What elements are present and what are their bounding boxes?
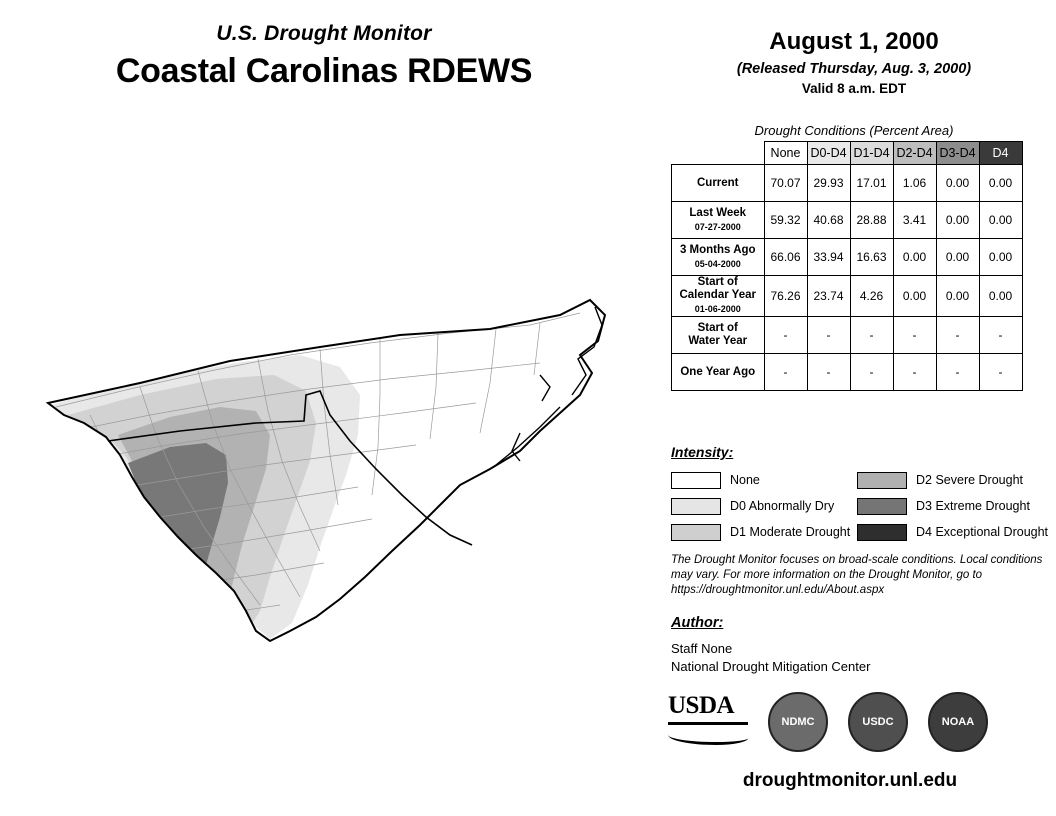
usdc-logo <box>848 692 908 752</box>
cell-oneyear-d3: - <box>936 354 979 391</box>
cell-lastweek-d3: 0.00 <box>936 202 979 239</box>
cell-current-d2: 1.06 <box>893 165 936 202</box>
cell-lastweek-none: 59.32 <box>764 202 807 239</box>
legend-swatch-d2 <box>857 472 907 489</box>
table-row <box>672 354 1023 391</box>
cell-calyear-d4: 0.00 <box>979 276 1022 317</box>
table-row <box>672 276 1023 317</box>
row-label-text-line1: Start of <box>697 276 738 288</box>
cell-oneyear-d0: - <box>807 354 850 391</box>
column-header-d2: D2-D4 <box>893 142 936 165</box>
table-caption: Drought Conditions (Percent Area) <box>754 123 954 138</box>
legend-swatch-d1 <box>671 524 721 541</box>
legend-label-d4: D4 Exceptional Drought <box>916 525 1049 539</box>
cell-calyear-d1: 4.26 <box>850 276 893 317</box>
author-org: National Drought Mitigation Center <box>671 659 871 674</box>
usda-logo-swoosh <box>668 728 748 745</box>
title-block <box>0 22 648 91</box>
cell-calyear-d2: 0.00 <box>893 276 936 317</box>
column-header-d0: D0-D4 <box>807 142 850 165</box>
legend-label-d2: D2 Severe Drought <box>916 473 1024 487</box>
row-label-3-months-ago <box>672 239 765 276</box>
valid-time: Valid 8 a.m. EDT <box>801 81 907 96</box>
cell-current-d3: 0.00 <box>936 165 979 202</box>
cell-3months-d2: 0.00 <box>893 239 936 276</box>
cell-current-none: 70.07 <box>764 165 807 202</box>
legend-item-d4 <box>857 520 1048 544</box>
row-label-text-line1: Start of <box>697 322 738 334</box>
table-row <box>672 317 1023 354</box>
cell-lastweek-d1: 28.88 <box>850 202 893 239</box>
map-base-fill <box>20 255 650 675</box>
table-header-row <box>672 142 1023 165</box>
row-label-one-year-ago <box>672 354 765 391</box>
cell-oneyear-d2: - <box>893 354 936 391</box>
author-title: Author: <box>671 615 724 631</box>
table-corner-cell <box>672 142 765 165</box>
disclaimer-text: The Drought Monitor focuses on broad-scale conditions. Local conditions may vary. For more information on the Drought Monitor, go to https://droughtmonitor.unl.edu/About.aspx <box>671 554 1043 596</box>
table-row <box>672 165 1023 202</box>
intensity-legend-title: Intensity: <box>671 444 734 460</box>
cell-lastweek-d0: 40.68 <box>807 202 850 239</box>
row-label-text: One Year Ago <box>680 365 756 378</box>
row-label-text-line2: Calendar Year <box>679 289 756 301</box>
cell-current-d1: 17.01 <box>850 165 893 202</box>
legend-column-left <box>671 468 850 546</box>
row-label-start-calendar-year <box>672 276 765 317</box>
row-label-last-week <box>672 202 765 239</box>
cell-wateryear-none: - <box>764 317 807 354</box>
noaa-logo-mark: NOAA <box>928 692 988 752</box>
cell-current-d0: 29.93 <box>807 165 850 202</box>
legend-item-d3 <box>857 494 1048 518</box>
legend-item-d1 <box>671 520 850 544</box>
release-date: (Released Thursday, Aug. 3, 2000) <box>736 61 972 77</box>
legend-label-d1: D1 Moderate Drought <box>730 525 851 539</box>
logo-row <box>660 692 1040 758</box>
row-label-text: Current <box>696 176 739 189</box>
page-subtitle: U.S. Drought Monitor <box>216 22 432 45</box>
usda-logo-bar <box>668 722 748 725</box>
cell-3months-d1: 16.63 <box>850 239 893 276</box>
cell-wateryear-d4: - <box>979 317 1022 354</box>
cell-calyear-none: 76.26 <box>764 276 807 317</box>
legend-swatch-d4 <box>857 524 907 541</box>
drought-conditions-table <box>671 141 1023 391</box>
legend-swatch-none <box>671 472 721 489</box>
legend-item-none <box>671 468 850 492</box>
column-header-d1: D1-D4 <box>850 142 893 165</box>
usda-logo <box>668 692 748 745</box>
cell-oneyear-d4: - <box>979 354 1022 391</box>
author-block <box>671 640 870 676</box>
row-label-start-water-year <box>672 317 765 354</box>
legend-label-d3: D3 Extreme Drought <box>916 499 1030 513</box>
row-label-text: Last Week <box>689 206 747 219</box>
ndmc-logo <box>768 692 828 752</box>
column-header-d3: D3-D4 <box>936 142 979 165</box>
row-label-text-line2: Water Year <box>688 335 748 347</box>
cell-calyear-d3: 0.00 <box>936 276 979 317</box>
cell-current-d4: 0.00 <box>979 165 1022 202</box>
legend-column-right <box>857 468 1048 546</box>
author-name: Staff None <box>671 641 733 656</box>
cell-wateryear-d1: - <box>850 317 893 354</box>
cell-wateryear-d3: - <box>936 317 979 354</box>
cell-wateryear-d2: - <box>893 317 936 354</box>
table-row <box>672 239 1023 276</box>
ndmc-logo-mark: NDMC <box>768 692 828 752</box>
date-block <box>668 28 1040 96</box>
cell-oneyear-d1: - <box>850 354 893 391</box>
cell-3months-none: 66.06 <box>764 239 807 276</box>
cell-oneyear-none: - <box>764 354 807 391</box>
legend-swatch-d0 <box>671 498 721 515</box>
site-url[interactable]: droughtmonitor.unl.edu <box>742 770 958 791</box>
row-label-date: 05-04-2000 <box>694 258 741 269</box>
cell-3months-d0: 33.94 <box>807 239 850 276</box>
column-header-d4: D4 <box>979 142 1022 165</box>
page-title: Coastal Carolinas RDEWS <box>115 52 533 90</box>
cell-lastweek-d2: 3.41 <box>893 202 936 239</box>
map-svg <box>20 255 650 675</box>
table-row <box>672 202 1023 239</box>
cell-3months-d3: 0.00 <box>936 239 979 276</box>
noaa-logo <box>928 692 988 752</box>
cell-3months-d4: 0.00 <box>979 239 1022 276</box>
usdc-logo-mark: USDC <box>848 692 908 752</box>
legend-item-d0 <box>671 494 850 518</box>
column-header-none: None <box>764 142 807 165</box>
legend-swatch-d3 <box>857 498 907 515</box>
row-label-text: 3 Months Ago <box>679 243 756 256</box>
legend-item-d2 <box>857 468 1048 492</box>
legend-label-none: None <box>730 473 760 487</box>
row-label-date: 07-27-2000 <box>694 221 741 232</box>
cell-lastweek-d4: 0.00 <box>979 202 1022 239</box>
row-label-current <box>672 165 765 202</box>
legend-label-d0: D0 Abnormally Dry <box>730 499 835 513</box>
cell-calyear-d0: 23.74 <box>807 276 850 317</box>
drought-map <box>20 255 650 675</box>
cell-wateryear-d0: - <box>807 317 850 354</box>
map-date: August 1, 2000 <box>769 28 939 55</box>
usda-logo-text: USDA <box>668 692 735 719</box>
row-label-date: 01-06-2000 <box>694 304 741 314</box>
